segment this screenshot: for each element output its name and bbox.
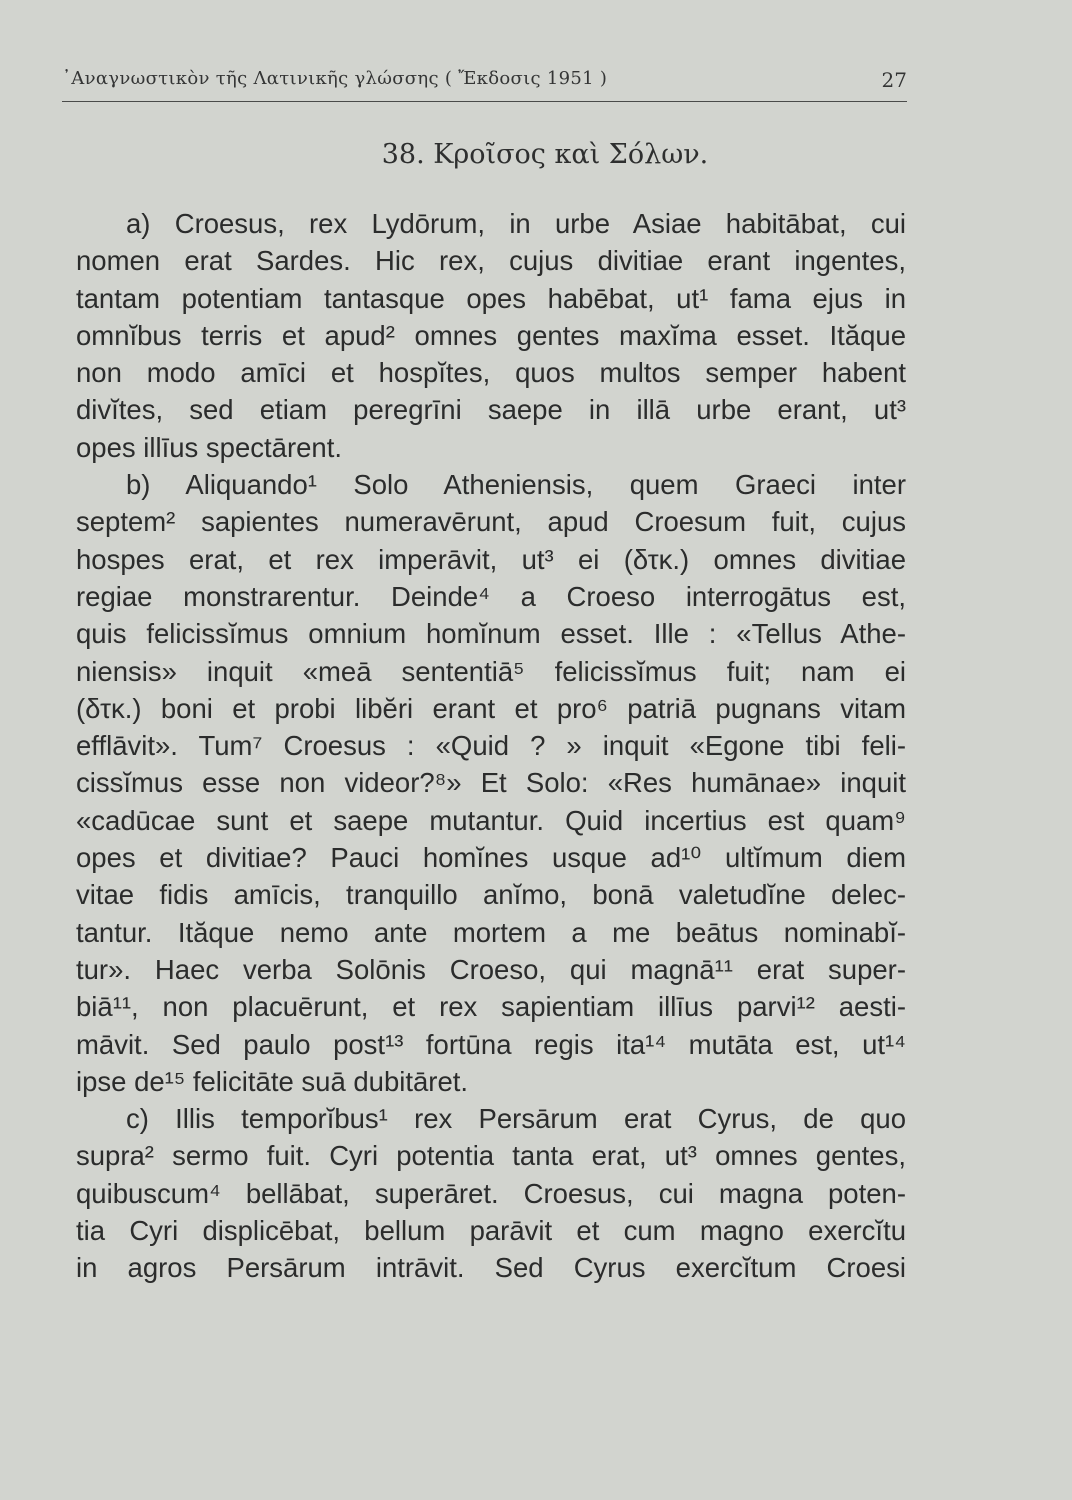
text-line: b) Aliquando¹ Solo Atheniensis, quem Graeci inter bbox=[126, 469, 906, 501]
text-line: hospes erat, et rex imperāvit, ut³ ei (δτκ.) omnes divitiae bbox=[76, 543, 906, 575]
text-line: c) Illis temporĭbus¹ rex Persārum erat Cyrus, de quo bbox=[126, 1103, 906, 1135]
text-line: biā¹¹, non placuērunt, et rex sapientiam illīus parvi¹² aesti- bbox=[76, 991, 906, 1023]
lesson-title-text: 38. Κροῖσος καὶ Σόλων. bbox=[381, 139, 709, 170]
text-line: (δτκ.) boni et probi libĕri erant et pro⁶ patriā pugnans vitam bbox=[76, 692, 906, 724]
paragraph-c bbox=[76, 1100, 906, 1286]
text-line: vitae fidis amīcis, tranquillo anĭmo, bonā valetudĭne delec- bbox=[76, 879, 906, 911]
text-line: tantam potentiam tantasque opes habēbat, ut¹ fama ejus in bbox=[76, 282, 906, 314]
page-header bbox=[62, 66, 907, 96]
running-title: ᾿Αναγνωστικὸν τῆς Λατινικῆς γλώσσης ( Ἔκδοσις 1951 ) bbox=[62, 68, 608, 89]
text-line: nomen erat Sardes. Hic rex, cujus divitiae erant ingentes, bbox=[76, 245, 906, 277]
text-line: non modo amīci et hospĭtes, quos multos semper habent bbox=[76, 357, 906, 389]
text-line: quis felicissĭmus omnium homĭnum esset. Ille : «Tellus Athe- bbox=[76, 618, 906, 650]
paragraph-b bbox=[76, 466, 906, 1100]
lesson-title bbox=[0, 139, 1072, 170]
text-line: opes et divitiae? Pauci homĭnes usque ad¹⁰ ultĭmum diem bbox=[76, 842, 906, 874]
text-line: cissĭmus esse non videor?⁸» Et Solo: «Res humānae» inquit bbox=[76, 767, 906, 799]
text-line: septem² sapientes numeravērunt, apud Croesum fuit, cujus bbox=[76, 506, 906, 538]
page-number: 27 bbox=[881, 68, 907, 92]
text-line: tantur. Ităque nemo ante mortem a me beātus nominabĭ- bbox=[76, 916, 906, 948]
header-rule bbox=[62, 101, 907, 102]
text-line: quibuscum⁴ bellābat, superāret. Croesus, cui magna poten- bbox=[76, 1177, 906, 1209]
text-line: tia Cyri displicēbat, bellum parāvit et cum magno exercĭtu bbox=[76, 1215, 906, 1247]
text-line: opes illīus spectārent. bbox=[76, 431, 342, 463]
text-line: omnĭbus terris et apud² omnes gentes maxĭma esset. Ităque bbox=[76, 319, 906, 351]
text-line: tur». Haec verba Solōnis Croeso, qui magnā¹¹ erat super- bbox=[76, 953, 906, 985]
text-line: niensis» inquit «meā sententiā⁵ felicissĭmus fuit; nam ei bbox=[76, 655, 906, 687]
paragraph-a bbox=[76, 205, 906, 466]
text-line: a) Croesus, rex Lydōrum, in urbe Asiae habitābat, cui bbox=[126, 208, 906, 239]
text-line: regiae monstrarentur. Deinde⁴ a Croeso interrogātus est, bbox=[76, 580, 906, 612]
text-line: efflāvit». Tum⁷ Croesus : «Quid ? » inquit «Egone tibi feli- bbox=[76, 730, 906, 762]
text-line: supra² sermo fuit. Cyri potentia tanta erat, ut³ omnes gentes, bbox=[76, 1140, 906, 1172]
body-text bbox=[76, 205, 906, 1287]
text-line: divĭtes, sed etiam peregrīni saepe in illā urbe erant, ut³ bbox=[76, 394, 906, 426]
text-line: ipse de¹⁵ felicitāte suā dubitāret. bbox=[76, 1065, 469, 1097]
text-line: māvit. Sed paulo post¹³ fortūna regis ita¹⁴ mutāta est, ut¹⁴ bbox=[76, 1028, 906, 1060]
text-line: in agros Persārum intrāvit. Sed Cyrus exercĭtum Croesi bbox=[76, 1252, 906, 1284]
text-line: «cadūcae sunt et saepe mutantur. Quid incertius est quam⁹ bbox=[76, 804, 906, 836]
